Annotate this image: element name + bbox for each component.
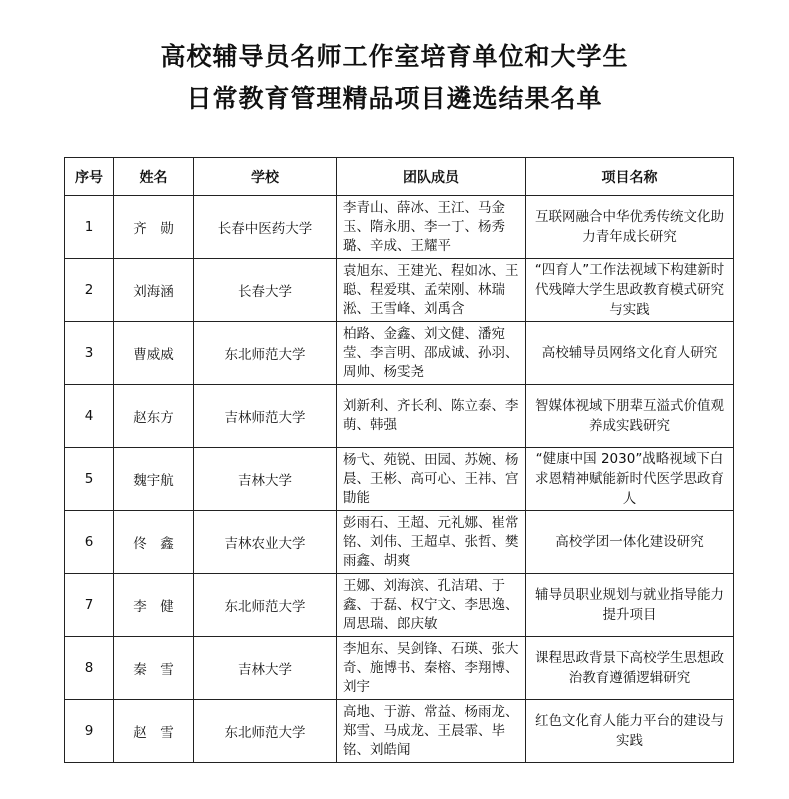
table-row — [65, 511, 734, 574]
cell-members: 高地、于游、常益、杨雨龙、郑雪、马成龙、王晨霏、毕铭、刘皓闻 — [337, 700, 526, 763]
cell-project: 互联网融合中华优秀传统文化助力青年成长研究 — [526, 196, 734, 259]
cell-project: 红色文化育人能力平台的建设与实践 — [526, 700, 734, 763]
table-header-row — [65, 158, 734, 196]
cell-no: 4 — [65, 385, 114, 448]
cell-school: 吉林大学 — [194, 637, 337, 700]
cell-project: 智媒体视域下朋辈互溢式价值观养成实践研究 — [526, 385, 734, 448]
cell-name: 佟 鑫 — [114, 511, 194, 574]
page-title-line-2: 日常教育管理精品项目遴选结果名单 — [186, 84, 603, 113]
cell-members: 柏路、金鑫、刘文健、潘宛莹、李言明、邵成诚、孙羽、周帅、杨雯尧 — [337, 322, 526, 385]
header-school: 学校 — [194, 158, 337, 196]
cell-name: 曹威威 — [114, 322, 194, 385]
cell-project: “健康中国 2030”战略视域下白求恩精神赋能新时代医学思政育人 — [526, 448, 734, 511]
header-members: 团队成员 — [337, 158, 526, 196]
table-row — [65, 700, 734, 763]
cell-no: 3 — [65, 322, 114, 385]
table-row — [65, 448, 734, 511]
cell-project: 辅导员职业规划与就业指导能力提升项目 — [526, 574, 734, 637]
cell-members: 刘新利、齐长利、陈立泰、李萌、韩强 — [337, 385, 526, 448]
cell-members: 李青山、薛冰、王江、马金玉、隋永朋、李一丁、杨秀璐、辛成、王耀平 — [337, 196, 526, 259]
cell-name: 赵东方 — [114, 385, 194, 448]
cell-no: 6 — [65, 511, 114, 574]
cell-school: 东北师范大学 — [194, 700, 337, 763]
header-no: 序号 — [65, 158, 114, 196]
table-row — [65, 574, 734, 637]
cell-school: 长春大学 — [194, 259, 337, 322]
cell-school: 吉林师范大学 — [194, 385, 337, 448]
cell-members: 彭雨石、王超、元礼娜、崔常铭、刘伟、王超卓、张哲、樊雨鑫、胡爽 — [337, 511, 526, 574]
cell-name: 秦 雪 — [114, 637, 194, 700]
cell-project: “四育人”工作法视域下构建新时代残障大学生思政教育模式研究与实践 — [526, 259, 734, 322]
table-row — [65, 637, 734, 700]
cell-name: 齐 勋 — [114, 196, 194, 259]
cell-no: 7 — [65, 574, 114, 637]
cell-name: 赵 雪 — [114, 700, 194, 763]
cell-no: 2 — [65, 259, 114, 322]
results-table — [64, 157, 734, 763]
cell-project: 高校辅导员网络文化育人研究 — [526, 322, 734, 385]
cell-project: 高校学团一体化建设研究 — [526, 511, 734, 574]
page-title-line-1: 高校辅导员名师工作室培育单位和大学生 — [160, 42, 629, 71]
cell-name: 刘海涵 — [114, 259, 194, 322]
table-row — [65, 196, 734, 259]
cell-school: 东北师范大学 — [194, 574, 337, 637]
cell-school: 吉林农业大学 — [194, 511, 337, 574]
cell-name: 李 健 — [114, 574, 194, 637]
cell-no: 9 — [65, 700, 114, 763]
cell-name: 魏宇航 — [114, 448, 194, 511]
table-row — [65, 259, 734, 322]
table-row — [65, 385, 734, 448]
cell-no: 8 — [65, 637, 114, 700]
cell-members: 袁旭东、王建光、程如冰、王聪、程爱琪、孟荣刚、林瑞淞、王雪峰、刘禹含 — [337, 259, 526, 322]
cell-no: 1 — [65, 196, 114, 259]
cell-school: 吉林大学 — [194, 448, 337, 511]
cell-project: 课程思政背景下高校学生思想政治教育遵循逻辑研究 — [526, 637, 734, 700]
cell-school: 东北师范大学 — [194, 322, 337, 385]
header-project: 项目名称 — [526, 158, 734, 196]
table-row — [65, 322, 734, 385]
cell-members: 王娜、刘海滨、孔洁珺、于鑫、于磊、权宁文、李思逸、周思瑞、郎庆敏 — [337, 574, 526, 637]
cell-no: 5 — [65, 448, 114, 511]
cell-members: 李旭东、吴剑锋、石瑛、张大奇、施博书、秦榕、李翔博、刘宇 — [337, 637, 526, 700]
cell-members: 杨弋、苑锐、田园、苏婉、杨晨、王彬、高可心、王祎、宫勖能 — [337, 448, 526, 511]
cell-school: 长春中医药大学 — [194, 196, 337, 259]
header-name: 姓名 — [114, 158, 194, 196]
